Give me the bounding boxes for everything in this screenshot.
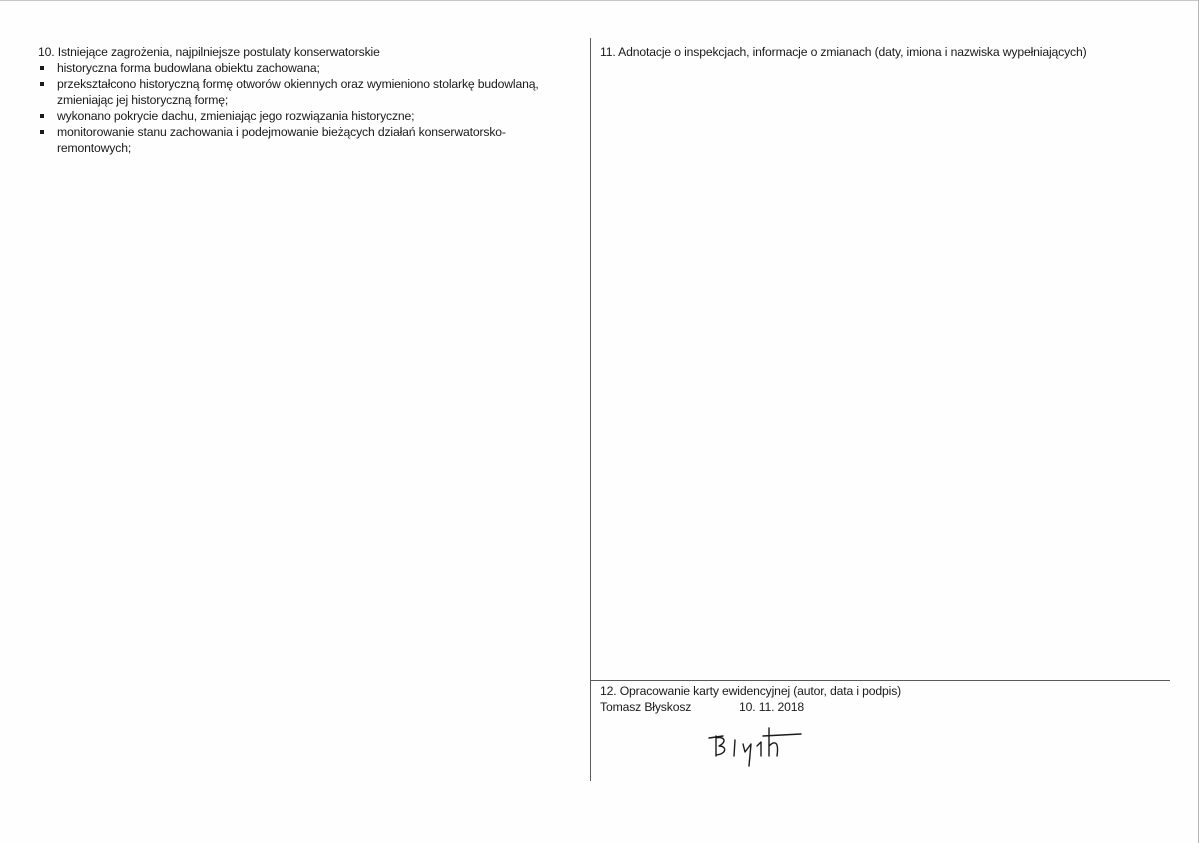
list-item-text: monitorowanie stanu zachowania i podejmowanie bieżących działań konserwatorsko-remontowych;: [57, 125, 506, 155]
section-11: [600, 44, 1160, 60]
signature-image: [705, 722, 815, 780]
section-10-title: 10. Istniejące zagrożenia, najpilniejsze postulaty konserwatorskie: [38, 45, 380, 59]
list-item-text: historyczna forma budowlana obiektu zachowana;: [57, 61, 320, 75]
bullet-icon: [40, 82, 44, 86]
author-name: Tomasz Błyskosz: [600, 700, 692, 714]
author-row: [600, 699, 1160, 715]
list-item: [38, 108, 578, 124]
list-item: [38, 124, 578, 156]
section-11-title: 11. Adnotacje o inspekcjach, informacje o zmianach (daty, imiona i nazwiska wypełniających): [600, 45, 1087, 59]
section-12: [600, 683, 1160, 715]
list-item-text-continued: zmieniając jej historyczną formę;: [57, 93, 229, 107]
section-10-list: [38, 60, 578, 156]
bullet-icon: [40, 66, 44, 70]
bullet-icon: [40, 114, 44, 118]
author-date: 10. 11. 2018: [739, 700, 805, 714]
bullet-icon: [40, 130, 44, 134]
section-12-title: 12. Opracowanie karty ewidencyjnej (autor, data i podpis): [600, 684, 902, 698]
list-item-text: wykonano pokrycie dachu, zmieniając jego rozwiązania historyczne;: [57, 109, 415, 123]
section-divider: [590, 680, 1170, 681]
list-item: [38, 60, 578, 76]
scan-edge-top: [0, 0, 1199, 1]
list-item: [38, 76, 578, 108]
list-item-text: przekształcono historyczną formę otworów okiennych oraz wymieniono stolarkę budowlaną,: [57, 77, 539, 91]
section-10: [38, 44, 578, 156]
column-divider: [590, 38, 591, 781]
